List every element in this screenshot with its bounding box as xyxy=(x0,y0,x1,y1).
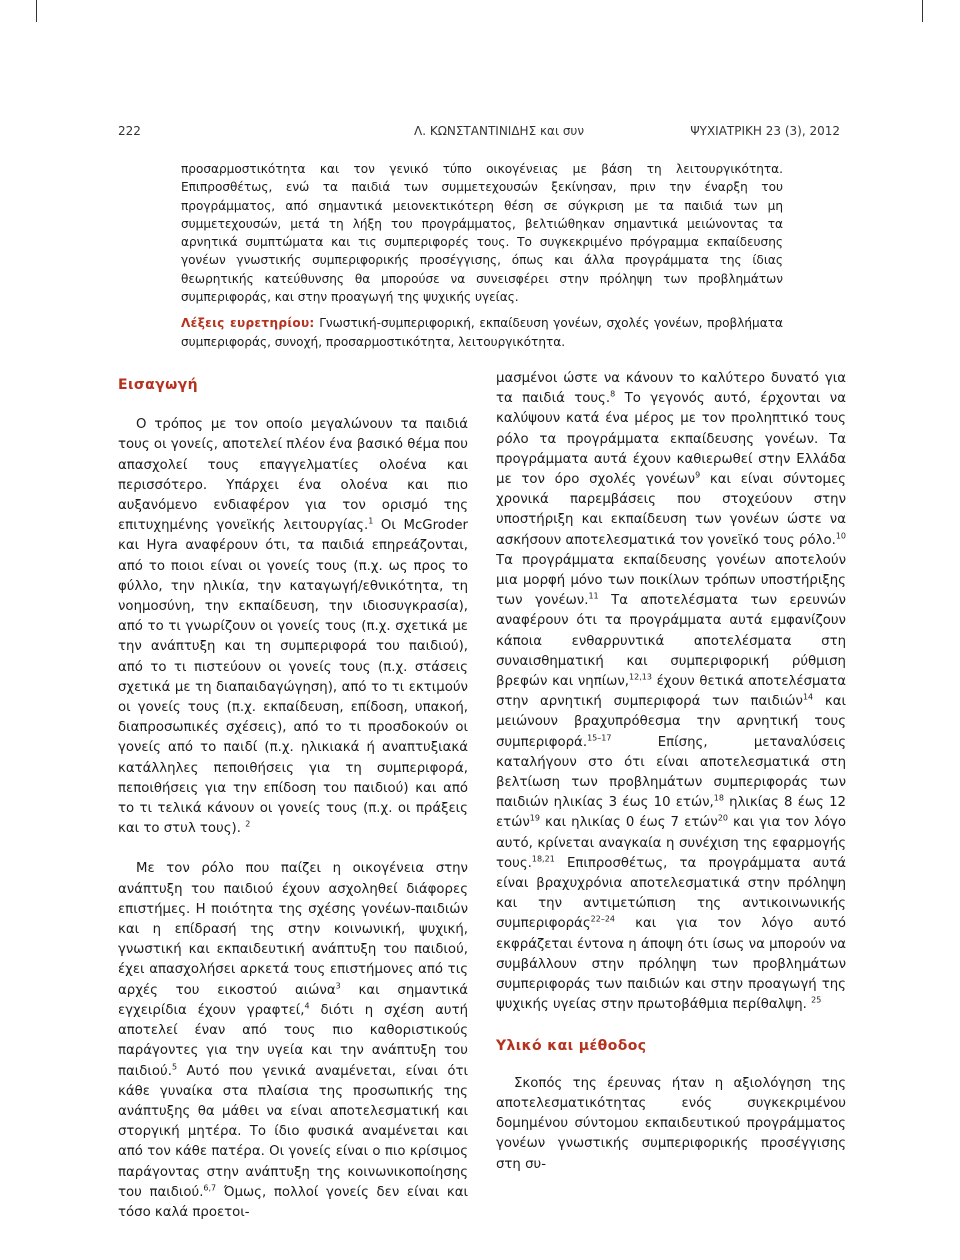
reference-mark: 18,21 xyxy=(531,854,555,864)
text-run: διότι η σχέση αυτή αποτελεί έναν από τους πιο καθοριστικούς παράγοντες για την υγεία και την ανάπτυξη του παιδιού. xyxy=(118,1002,469,1079)
right-column xyxy=(496,369,846,1175)
reference-mark: 22–24 xyxy=(590,915,615,925)
page-number: 222 xyxy=(118,124,141,138)
abstract-text: προσαρμοστικότητα και τον γενικό τύπο οικογένειας με βάση τη λειτουργικότητα. Επιπροσθέτως, ενώ τα παιδιά των συμμετεχουσών ξεκίνησαν, πριν την έναρξη του προγράμματος, από σημαντικά μειονεκτικότερη θέση σε σύγκριση με τα παιδιά των μη συμμετεχουσών, μετά τη λήξη του προγράμματος, βελτιώθηκαν σημαντικά μειώνοντας τα αρνητικά συμπτώματα και τις συμπεριφορές τους. Το συγκεκριμένο πρόγραμμα εκπαίδευσης γονέων γνωστικής συμπεριφορικής προσέγγισης, όπως και άλλα προγράμματα της ίδιας θεωρητικής κατεύθυνσης θα μπορούσε να συνεισφέρει στην πρόληψη των προβλημάτων συμπεριφοράς, και στην προαγωγή της ψυχικής υγείας. xyxy=(181,162,783,305)
text-run: ηλικίας 8 έως 12 ετών xyxy=(496,795,846,831)
text-run: και σημαντικά εγχειρίδια έχουν γραφτεί, xyxy=(118,982,469,1018)
reference-mark: 8 xyxy=(610,389,616,399)
text-run: Το γεγονός αυτό, έρχονται να καλύψουν κατά ένα μέρος με τον προληπτικό τους ρόλο τα προγράμματα εκπαίδευσης γονέων. Τα προγράμματα αυτά έχουν καθιερωθεί στην Ελλάδα με τον όρο σχολές γονέων xyxy=(496,391,846,488)
text-run: Ο τρόπος με τον οποίο μεγαλώνουν τα παιδιά τους οι γονείς, αποτελεί πλέον ένα βασικό θέμα που απασχολεί τους επαγγελματίες ολοένα και περισσότερο. Υπάρχει ένα ολοένα και πιο αυξανόμενο ενδιαφέρον για τον ορισμό της επιτυχημένης γονεϊκής λειτουργίας. xyxy=(118,417,468,534)
abstract xyxy=(181,160,783,351)
intro-paragraph-1 xyxy=(118,415,468,839)
reference-mark: 18 xyxy=(713,793,724,803)
reference-mark: 20 xyxy=(717,814,729,824)
header-authors: Λ. ΚΩΝΣΤΑΝΤΙΝΙΔΗΣ και συν xyxy=(414,124,585,138)
reference-mark: 11 xyxy=(588,591,599,601)
reference-mark: 5 xyxy=(171,1062,178,1072)
text-run: Όμως, πολλοί γονείς δεν είναι και τόσο καλά προετοι- xyxy=(118,1184,468,1220)
methods-paragraph: Σκοπός της έρευνας ήταν η αξιολόγηση της αποτελεσματικότητας ενός συγκεκριμένου δομημένου σύντομου εκπαιδευτικού προγράμματος γονέων γνωστικής συμπεριφορικής προσέγγισης στη συ- xyxy=(496,1075,846,1172)
reference-mark: 9 xyxy=(695,470,701,480)
text-run: Οι McGroder και Hyra αναφέρουν ότι, τα παιδιά επηρεάζονται, από το ποιοι είναι οι γονείς τους (π.χ. ως προς το φύλλο, την ηλικία, την καταγωγή/εθνικότητα, τη νοημοσύνη, την εκπαίδευση, την ιδιοσυγκρασία), από το τι γνωρίζουν οι γονείς τους (π.χ. σχετικά με την ανάπτυξη και τη συμπεριφορά του παιδιού), από το τι πιστεύουν οι γονείς τους (π.χ. στάσεις σχετικά με τη διαπαιδαγώγηση), από το τι εκτιμούν οι γονείς τους (π.χ. εκπαίδευση, επίδοση, υπακοή, διαπροσωπικές σχέσεις), από το τι προσδοκούν οι γονείς από το παιδί (π.χ. ηλικιακά ή αναπτυξιακά κατάλληλες πεποιθήσεις για τη συμπεριφορά, πεποιθήσεις για την επίδοση του παιδιού) και από το τι τελικά κάνουν οι γονείς τους (π.χ. οι πράξεις και το στυλ τους). xyxy=(118,518,468,837)
reference-mark: 4 xyxy=(304,1001,310,1011)
reference-mark: 6,7 xyxy=(203,1183,217,1193)
crop-mark-right xyxy=(922,0,923,22)
text-run: και ηλικίας 0 έως 7 ετών xyxy=(539,815,718,831)
section-heading-introduction: Εισαγωγή xyxy=(118,377,198,393)
text-run: Τα προγράμματα εκπαίδευσης γονέων αποτελούν μια μορφή μόνο των ποικίλων τρόπων υποστήριξης των γονέων. xyxy=(496,552,846,609)
header-journal: ΨΥΧΙΑΤΡΙΚΗ 23 (3), 2012 xyxy=(690,124,840,138)
text-run: Αυτό που γενικά αναμένεται, είναι ότι κάθε γυναίκα στα πλαίσια της προσωπικής της ανάπτυξης θα μάθει να είναι αποτελεσματική και στοργική μητέρα. Το ίδιο φυσικά αναμένεται και από τον κάθε πατέρα. Οι γονείς είναι ο πιο κρίσιμος παράγοντας στην ανάπτυξη της κοινωνικοποίησης του παιδιού. xyxy=(118,1063,468,1200)
text-run: Τα αποτελέσματα των ερευνών αναφέρουν ότι τα προγράμματα αυτά εμφανίζουν κάποια ενθαρρυντικά αποτελέσματα στη συναισθηματική και συμπεριφορική ρύθμιση βρεφών και νηπίων, xyxy=(496,593,846,690)
reference-mark: 12,13 xyxy=(629,672,652,682)
text-run: Επίσης, μεταναλύσεις καταλήγουν στο ότι είναι αποτελεσματικά στη βελτίωση των προβλημάτων συμπεριφοράς των παιδιών ηλικίας 3 έως 10 ετών, xyxy=(496,734,846,811)
reference-mark: 1 xyxy=(368,516,374,526)
reference-mark: 14 xyxy=(802,692,814,702)
intro-paragraph-2 xyxy=(118,859,468,1223)
keywords-line xyxy=(181,314,783,351)
left-column xyxy=(118,372,468,1223)
intro-paragraph-continued xyxy=(496,369,846,1016)
reference-mark: 15–17 xyxy=(587,733,612,743)
text-run: Επιπροσθέτως, τα προγράμματα αυτά είναι βραχυχρόνια αποτελεσματικά στην πρόληψη και την αντιμετώπιση της αντικοινωνικής συμπεριφοράς xyxy=(496,855,846,932)
text-run: και μειώνουν βραχυπρόθεσμα την αρνητική τους συμπεριφορά. xyxy=(496,694,847,750)
crop-mark-left xyxy=(36,0,37,22)
text-run: Με τον ρόλο που παίζει η οικογένεια στην ανάπτυξη του παιδιού έχουν ασχοληθεί διάφορες επιστήμες. Η ποιότητα της σχέσης γονέων-παιδιών και η επίδρασή της στην κοινωνική, ψυχική, γνωστική και εκπαιδευτική ανάπτυξη του παιδιού, έχει απασχολήσει αρκετά τους επιστήμονες από τις αρχές του εικοστού αιώνα xyxy=(118,861,468,998)
text-run: μασμένοι ώστε να κάνουν το καλύτερο δυνατό για τα παιδιά τους. xyxy=(496,371,846,407)
text-run: και είναι σύντομες χρονικά παρεμβάσεις που στοχεύουν στην υποστήριξη και εκπαίδευση των γονέων ώστε να ασκήσουν αποτελεσματικά τον γονεϊκό τους ρόλο. xyxy=(496,472,846,548)
reference-mark: 10 xyxy=(835,531,846,541)
reference-mark: 2 xyxy=(245,819,251,829)
text-run: και για τον λόγο αυτό εκφράζεται έντονα η άποψη ότι ίσως να μπορούν να συμβάλλουν στην πρόληψη των προβλημάτων συμπεριφοράς των παιδιών και στην προαγωγή της ψυχικής υγείας στην πρωτοβάθμια περίθαλψη. xyxy=(496,916,846,1013)
keywords-label: Λέξεις ευρετηρίου: xyxy=(181,316,315,331)
keywords-text: Γνωστική-συμπεριφορική, εκπαίδευση γονέων, σχολές γονέων, προβλήματα συμπεριφοράς, συνοχή, προσαρμοστικότητα, λειτουργικότητα. xyxy=(181,316,783,349)
reference-mark: 25 xyxy=(811,995,822,1005)
section-heading-methods: Υλικό και μέθοδος xyxy=(496,1037,647,1054)
text-run: και για τον λόγο αυτό, κρίνεται αναγκαία η συνέχιση της εφαρμογής τους. xyxy=(496,815,847,871)
reference-mark: 19 xyxy=(529,814,540,824)
reference-mark: 3 xyxy=(335,981,341,991)
running-header xyxy=(118,124,840,140)
text-run: έχουν θετικά αποτελέσματα στην αρνητική συμπεριφορά των παιδιών xyxy=(496,674,847,710)
